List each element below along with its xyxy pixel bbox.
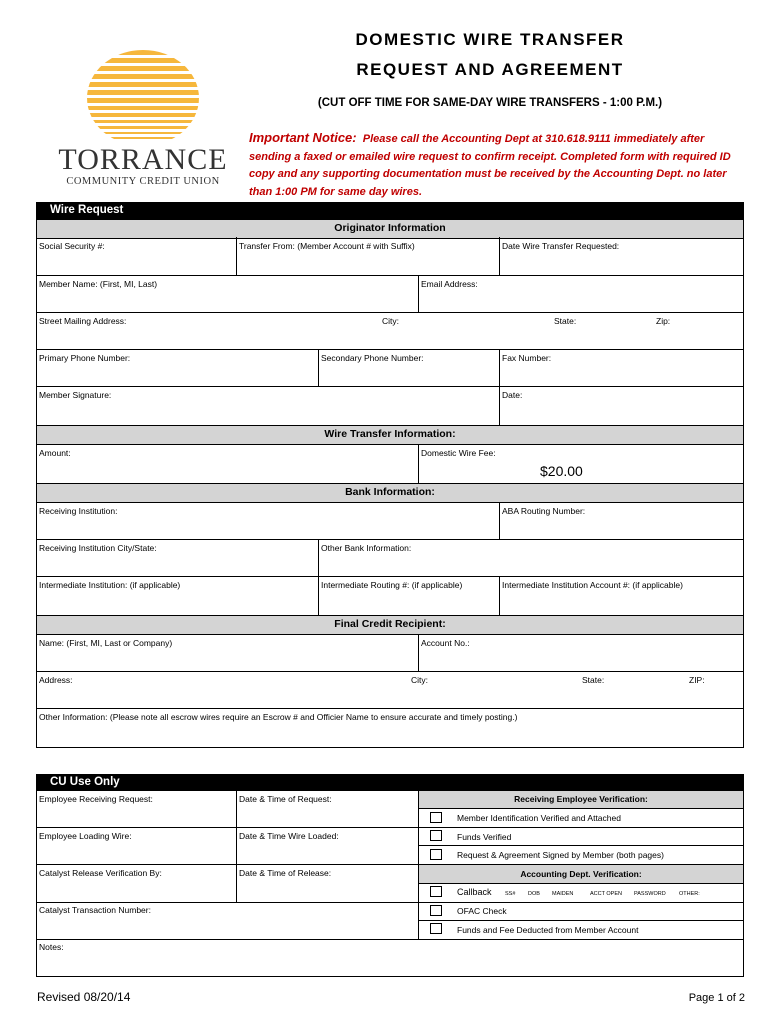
state-label: State: bbox=[554, 316, 577, 326]
email-label: Email Address: bbox=[421, 279, 478, 289]
date-time-release-label: Date & Time of Release: bbox=[239, 868, 332, 878]
recipient-name-label: Name: (First, MI, Last or Company) bbox=[39, 638, 173, 648]
other-bank-label: Other Bank Information: bbox=[321, 543, 412, 553]
receiving-institution-field[interactable] bbox=[37, 517, 499, 539]
date-time-loaded-label: Date & Time Wire Loaded: bbox=[239, 831, 339, 841]
zip-label: Zip: bbox=[656, 316, 671, 326]
recipient-city-label: City: bbox=[411, 675, 428, 685]
logo bbox=[56, 48, 230, 193]
signature-date-label: Date: bbox=[502, 390, 523, 400]
street-label: Street Mailing Address: bbox=[39, 316, 127, 326]
member-id-checkbox[interactable] bbox=[430, 812, 442, 823]
receiving-verification-bar: Receiving Employee Verification: bbox=[419, 791, 743, 809]
notice-line3: copy and any supporting documentation must be received by the Accounting Dept. no later bbox=[249, 168, 727, 180]
notice-line2: sending a faxed or emailed wire request to confirm receipt. Completed form with required ID bbox=[249, 150, 731, 163]
intermediate-institution-field[interactable] bbox=[37, 591, 318, 614]
employee-receiving-field[interactable] bbox=[37, 805, 236, 827]
aba-label: ABA Routing Number: bbox=[502, 506, 586, 516]
cu-use-header bbox=[36, 774, 744, 790]
intermediate-account-field[interactable] bbox=[500, 591, 743, 614]
catalyst-release-label: Catalyst Release Verification By: bbox=[39, 868, 162, 878]
form-title-line1: DOMESTIC WIRE TRANSFER bbox=[355, 30, 625, 49]
wire-request-title: Wire Request bbox=[50, 204, 124, 216]
ofac-checkbox[interactable] bbox=[430, 905, 442, 916]
signature-date-field[interactable] bbox=[500, 401, 743, 424]
date-time-request-label: Date & Time of Request: bbox=[239, 794, 332, 804]
accounting-verification-bar: Accounting Dept. Verification: bbox=[419, 864, 743, 884]
logo-subname: COMMUNITY CREDIT UNION bbox=[66, 176, 220, 187]
receiving-city-state-label: Receiving Institution City/State: bbox=[39, 543, 157, 553]
employee-loading-label: Employee Loading Wire: bbox=[39, 831, 132, 841]
intermediate-institution-label: Intermediate Institution: (if applicable) bbox=[39, 580, 181, 590]
callback-dob: DOB bbox=[528, 891, 540, 897]
wire-fee-value: $20.00 bbox=[540, 463, 583, 479]
secondary-phone-field[interactable] bbox=[319, 364, 499, 386]
funds-verified-checkbox[interactable] bbox=[430, 830, 442, 841]
receiving-city-state-field[interactable] bbox=[37, 554, 318, 576]
catalyst-release-field[interactable] bbox=[37, 879, 236, 902]
transfer-from-field[interactable] bbox=[237, 252, 499, 275]
originator-bar: Originator Information bbox=[37, 219, 743, 239]
fax-field[interactable] bbox=[500, 364, 743, 386]
agreement-signed-checkbox[interactable] bbox=[430, 849, 442, 860]
primary-phone-field[interactable] bbox=[37, 364, 318, 386]
date-requested-label: Date Wire Transfer Requested: bbox=[502, 241, 620, 251]
member-name-field[interactable] bbox=[37, 290, 418, 312]
wire-transfer-info-bar: Wire Transfer Information: bbox=[37, 425, 743, 445]
member-name-label: Member Name: (First, MI, Last) bbox=[39, 279, 158, 289]
employee-receiving-label: Employee Receiving Request: bbox=[39, 794, 153, 804]
ssn-label: Social Security #: bbox=[39, 241, 105, 251]
callback-ssn: SS# bbox=[505, 891, 516, 897]
agreement-signed-label: Request & Agreement Signed by Member (both pages) bbox=[457, 850, 664, 860]
notice-label: Important Notice: bbox=[249, 130, 357, 145]
wire-fee-label: Domestic Wire Fee: bbox=[421, 448, 496, 458]
callback-acct-open: ACCT OPEN bbox=[590, 891, 622, 897]
recipient-state-label: State: bbox=[582, 675, 605, 685]
logo-name: TORRANCE bbox=[58, 143, 228, 176]
date-time-request-field[interactable] bbox=[237, 805, 418, 827]
street-address-field[interactable] bbox=[37, 327, 743, 349]
receiving-institution-label: Receiving Institution: bbox=[39, 506, 118, 516]
email-field[interactable] bbox=[419, 290, 743, 312]
date-time-loaded-field[interactable] bbox=[237, 842, 418, 864]
ssn-field[interactable] bbox=[37, 252, 236, 275]
revision-date: Revised 08/20/14 bbox=[37, 990, 131, 1004]
intermediate-routing-label: Intermediate Routing #: (if applicable) bbox=[321, 580, 463, 590]
callback-password: PASSWORD bbox=[634, 891, 666, 897]
member-id-label: Member Identification Verified and Attached bbox=[457, 813, 621, 823]
notes-label: Notes: bbox=[39, 942, 64, 952]
catalyst-transaction-field[interactable] bbox=[37, 916, 418, 939]
other-information-field[interactable] bbox=[37, 724, 743, 747]
important-notice bbox=[249, 129, 749, 201]
callback-maiden: MAIDEN bbox=[552, 891, 574, 897]
other-information-label: Other Information: (Please note all escrow wires require an Escrow # and Officier Name to ensure accurate and timely posting.) bbox=[39, 712, 518, 722]
callback-checkbox[interactable] bbox=[430, 886, 442, 897]
catalyst-transaction-label: Catalyst Transaction Number: bbox=[39, 905, 151, 915]
ofac-label: OFAC Check bbox=[457, 906, 507, 916]
notes-field[interactable] bbox=[37, 953, 743, 976]
other-bank-field[interactable] bbox=[319, 554, 743, 576]
cutoff-notice: (CUT OFF TIME FOR SAME-DAY WIRE TRANSFERS - 1:00 P.M.) bbox=[317, 97, 663, 109]
fax-label: Fax Number: bbox=[502, 353, 552, 363]
page-number: Page 1 of 2 bbox=[688, 992, 745, 1004]
recipient-zip-label: ZIP: bbox=[689, 675, 705, 685]
amount-label: Amount: bbox=[39, 448, 71, 458]
funds-verified-label: Funds Verified bbox=[457, 832, 512, 842]
employee-loading-field[interactable] bbox=[37, 842, 236, 864]
wire-request-header bbox=[36, 202, 744, 218]
recipient-address-label: Address: bbox=[39, 675, 73, 685]
fee-deducted-label: Funds and Fee Deducted from Member Account bbox=[457, 925, 639, 935]
recipient-address-field[interactable] bbox=[37, 686, 743, 708]
intermediate-routing-field[interactable] bbox=[319, 591, 499, 614]
cu-use-title: CU Use Only bbox=[50, 776, 120, 788]
bank-info-bar: Bank Information: bbox=[37, 483, 743, 503]
transfer-from-label: Transfer From: (Member Account # with Suffix) bbox=[239, 241, 415, 251]
aba-field[interactable] bbox=[500, 517, 743, 539]
account-no-label: Account No.: bbox=[421, 638, 470, 648]
date-requested-field[interactable] bbox=[500, 252, 743, 275]
secondary-phone-label: Secondary Phone Number: bbox=[321, 353, 424, 363]
account-no-field[interactable] bbox=[419, 649, 743, 671]
callback-label: Callback bbox=[457, 887, 492, 897]
signature-label: Member Signature: bbox=[39, 390, 112, 400]
recipient-name-field[interactable] bbox=[37, 649, 418, 671]
sun-logo-icon bbox=[56, 48, 230, 148]
intermediate-account-label: Intermediate Institution Account #: (if applicable) bbox=[502, 580, 683, 590]
amount-field[interactable] bbox=[37, 459, 418, 483]
primary-phone-label: Primary Phone Number: bbox=[39, 353, 131, 363]
fee-deducted-checkbox[interactable] bbox=[430, 923, 442, 934]
final-credit-recipient-bar: Final Credit Recipient: bbox=[37, 615, 743, 635]
notice-line1: Please call the Accounting Dept at 310.618.9111 immediately after bbox=[362, 133, 705, 145]
city-label: City: bbox=[382, 316, 399, 326]
signature-field[interactable] bbox=[37, 401, 499, 424]
notice-line4: than 1:00 PM for same day wires. bbox=[249, 185, 423, 198]
form-title-line2: REQUEST AND AGREEMENT bbox=[356, 60, 624, 79]
date-time-release-field[interactable] bbox=[237, 879, 418, 902]
callback-other: OTHER: bbox=[679, 891, 700, 897]
